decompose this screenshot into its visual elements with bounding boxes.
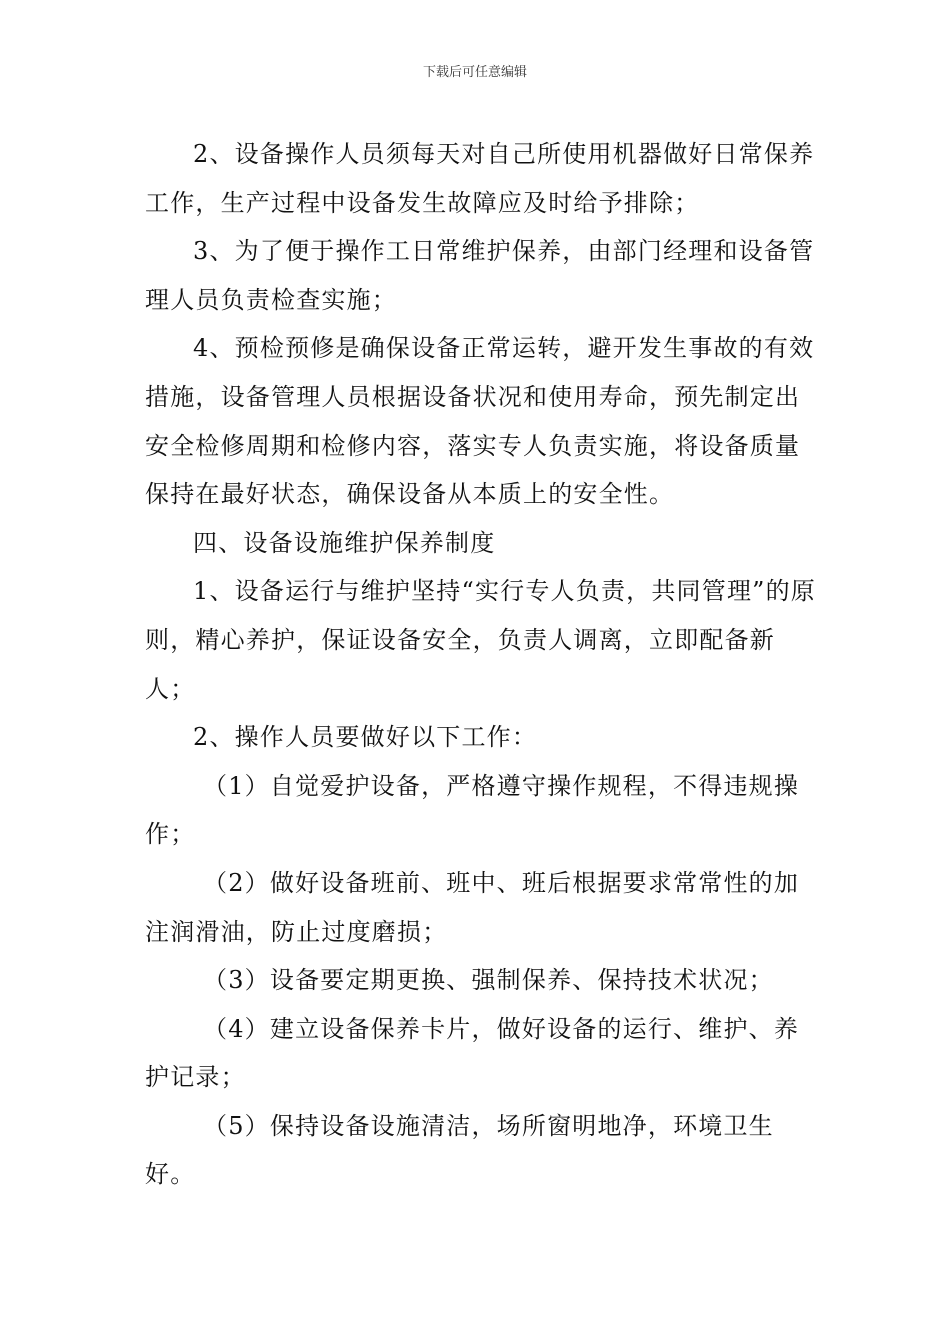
- paragraph-item-1-responsibility: 1、设备运行与维护坚持“实行专人负责，共同管理”的原则，精心养护，保证设备安全，负责人调离，立即配备新人；: [145, 577, 817, 703]
- sub-item-1: （1）自觉爱护设备，严格遵守操作规程，不得违规操作；: [145, 771, 800, 849]
- section-heading-4: 四、设备设施维护保养制度: [193, 528, 496, 557]
- document-body: [145, 130, 817, 1199]
- paragraph-item-2-operator-duties: 2、操作人员要做好以下工作：: [193, 723, 538, 752]
- sub-item-2: （2）做好设备班前、班中、班后根据要求常常性的加注润滑油，防止过度磨损；: [145, 868, 800, 946]
- page-header: 下载后可任意编辑: [422, 65, 527, 80]
- paragraph-item-3-inspection: 3、为了便于操作工日常维护保养，由部门经理和设备管理人员负责检查实施；: [145, 237, 815, 314]
- sub-item-5: （5）保持设备设施清洁，场所窗明地净，环境卫生好。: [145, 1111, 774, 1189]
- paragraph-item-2-maintenance: 2、设备操作人员须每天对自己所使用机器做好日常保养工作，生产过程中设备发生故障应及时给予排除；: [145, 140, 815, 217]
- sub-item-4: （4）建立设备保养卡片，做好设备的运行、维护、养护记录；: [145, 1014, 800, 1092]
- sub-item-3: （3）设备要定期更换、强制保养、保持技术状况；: [203, 966, 774, 995]
- paragraph-item-4-preventive-repair: 4、预检预修是确保设备正常运转，避开发生事故的有效措施，设备管理人员根据设备状况和使用寿命，预先制定出安全检修周期和检修内容，落实专人负责实施，将设备质量保持在最好状态，确保设备从本质上的安全性。: [145, 334, 815, 509]
